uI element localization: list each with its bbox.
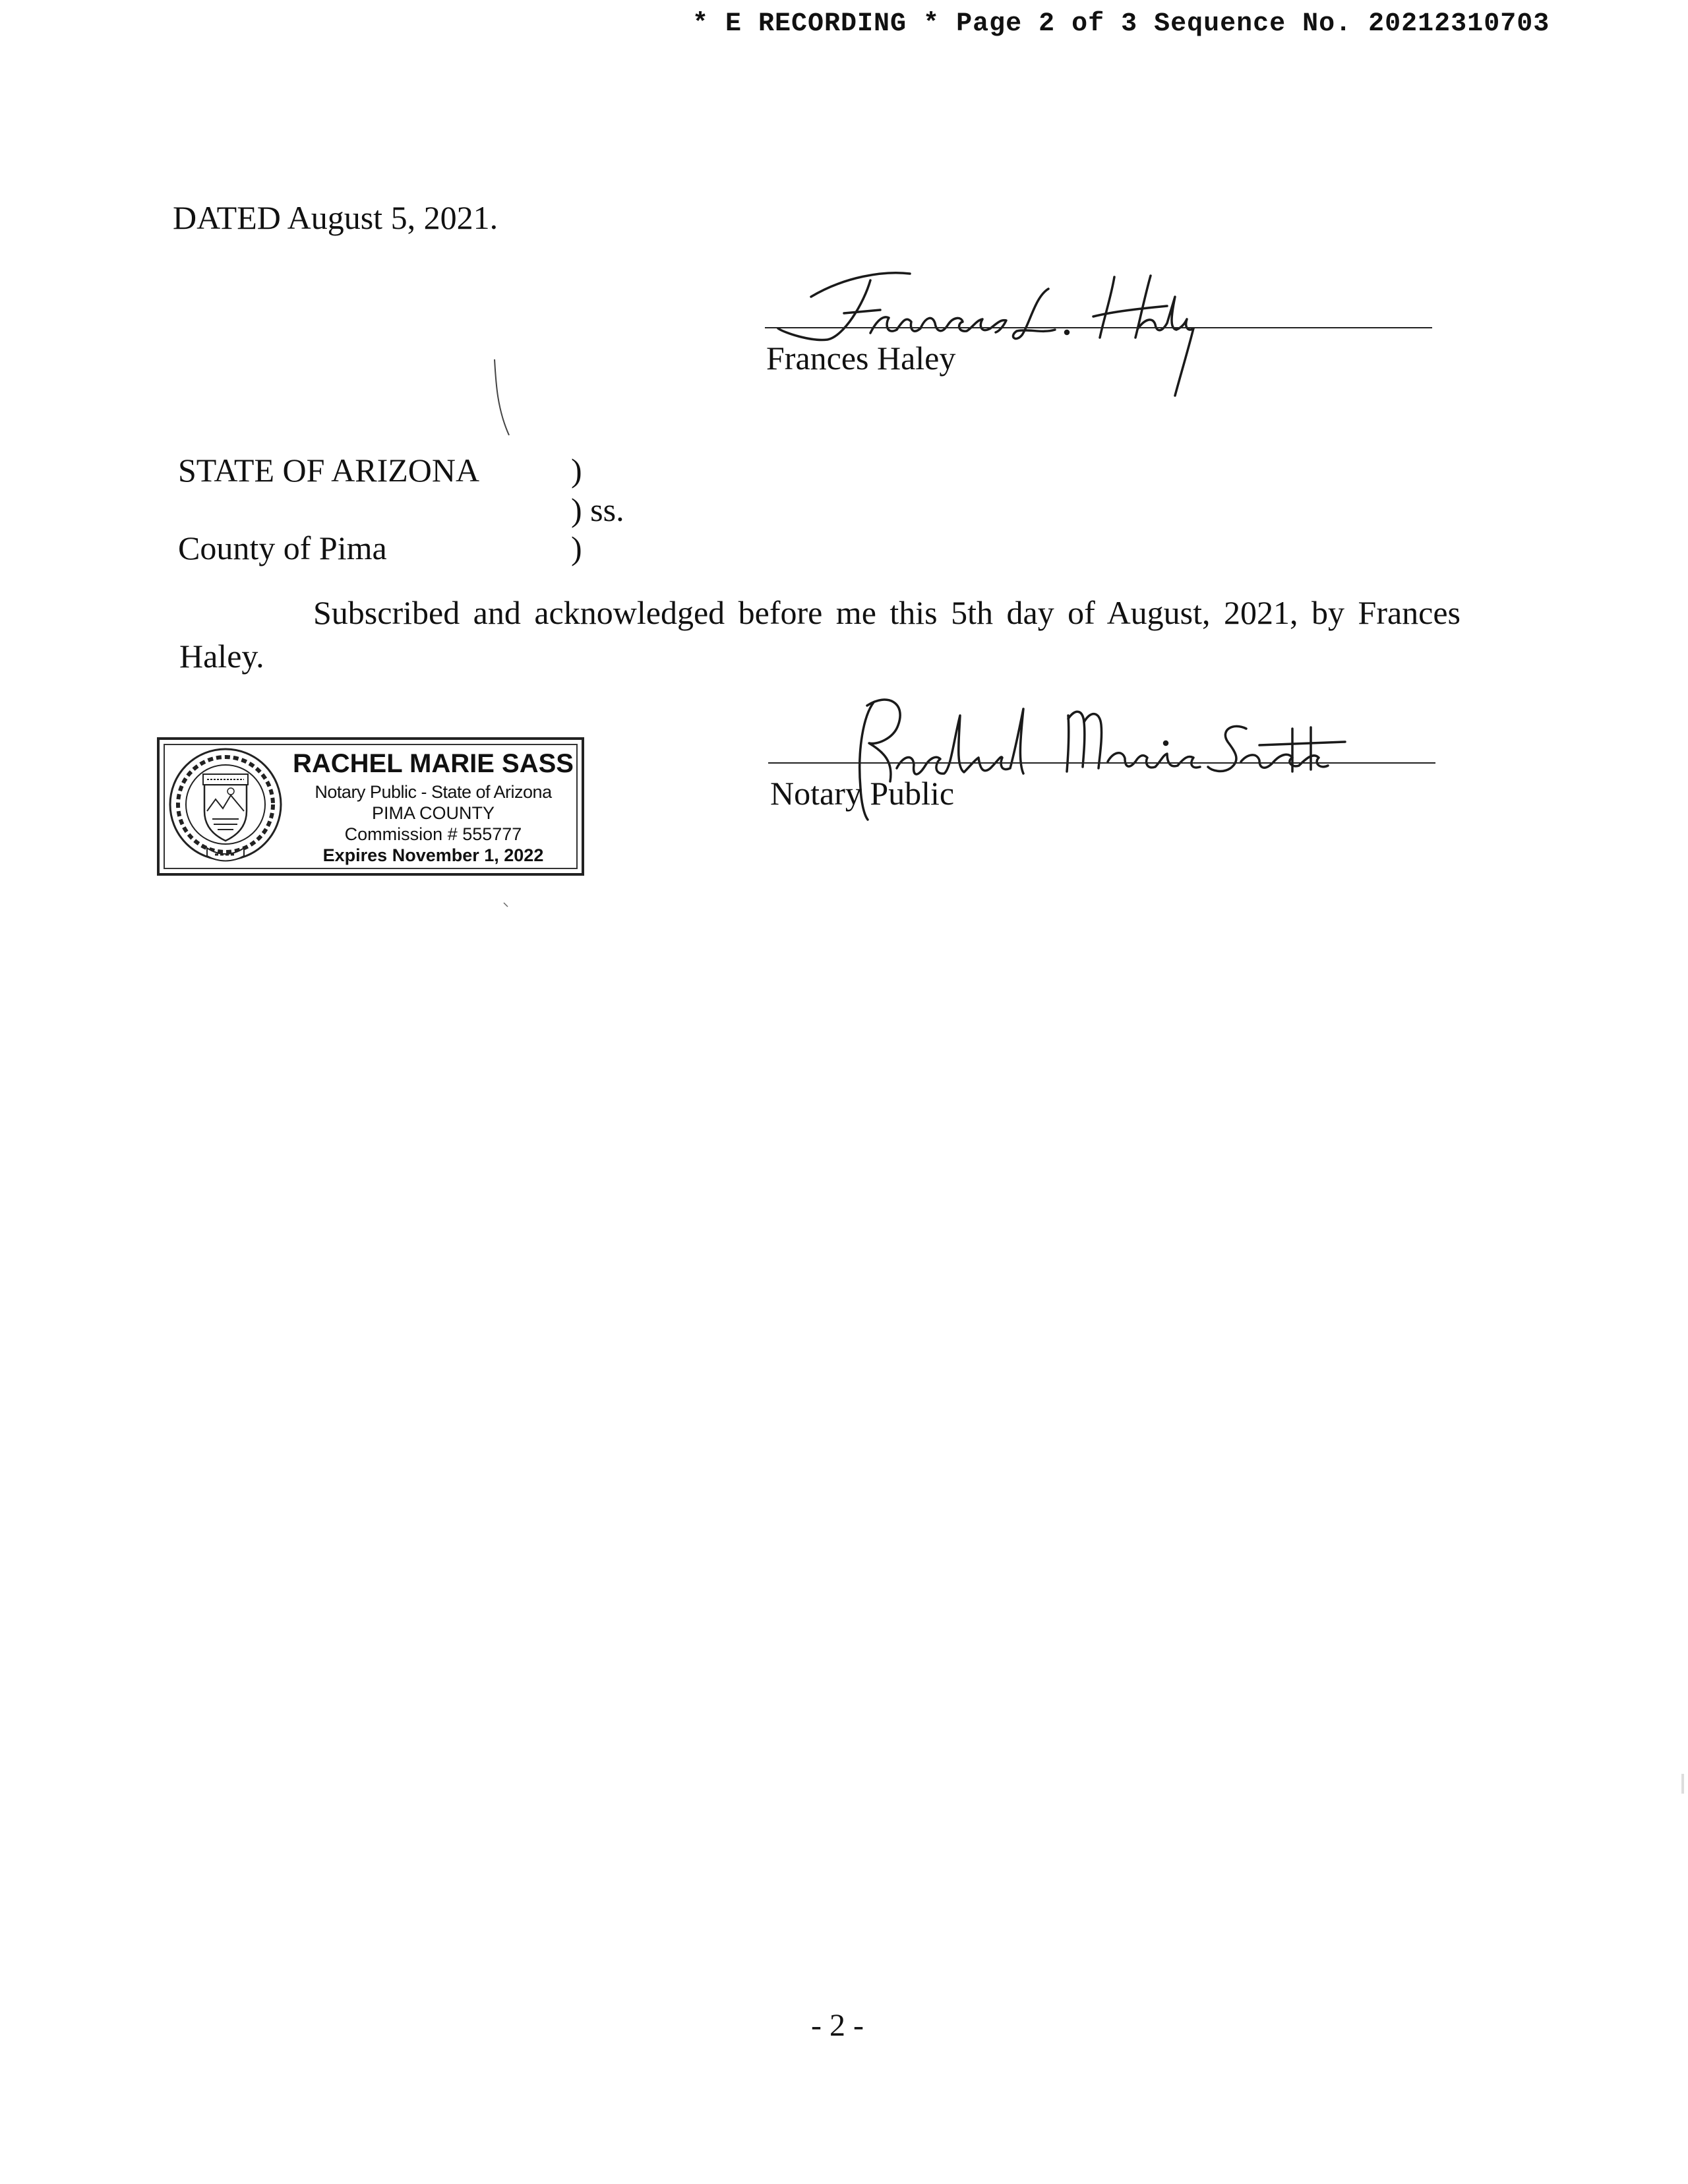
venue-ss: ) ss. [571, 491, 624, 528]
recording-header: * E RECORDING * Page 2 of 3 Sequence No. 20212310703 [692, 9, 1550, 39]
notary-stamp-county: PIMA COUNTY [371, 803, 495, 823]
signer-signature-line [765, 327, 1432, 328]
notary-stamp-name: RACHEL MARIE SASS [293, 749, 574, 778]
stray-dot-mark [501, 900, 514, 913]
notary-signature-line [768, 762, 1435, 764]
acknowledgment-line-2: Haley. [179, 638, 264, 675]
venue-county: County of Pima [178, 530, 387, 566]
venue-paren-top: ) [571, 452, 582, 489]
arizona-seal-icon [166, 745, 285, 864]
notary-stamp-title: Notary Public - State of Arizona [315, 782, 552, 802]
scan-edge-mark [1681, 1774, 1684, 1794]
venue-paren-bottom: ) [571, 530, 582, 566]
notary-stamp-expires: Expires November 1, 2022 [322, 845, 544, 865]
notary-stamp [157, 737, 584, 876]
page-number: - 2 - [811, 2008, 864, 2043]
stray-pen-mark [488, 356, 514, 442]
signer-printed-name: Frances Haley [766, 340, 956, 377]
notary-public-label: Notary Public [770, 775, 955, 812]
dated-line: DATED August 5, 2021. [173, 199, 498, 236]
signer-signature [771, 251, 1193, 402]
venue-state: STATE OF ARIZONA [178, 452, 480, 489]
acknowledgment-line-1: Subscribed and acknowledged before me this 5th day of August, 2021, by Frances [313, 594, 1461, 631]
notary-stamp-commission: Commission # 555777 [344, 824, 522, 844]
